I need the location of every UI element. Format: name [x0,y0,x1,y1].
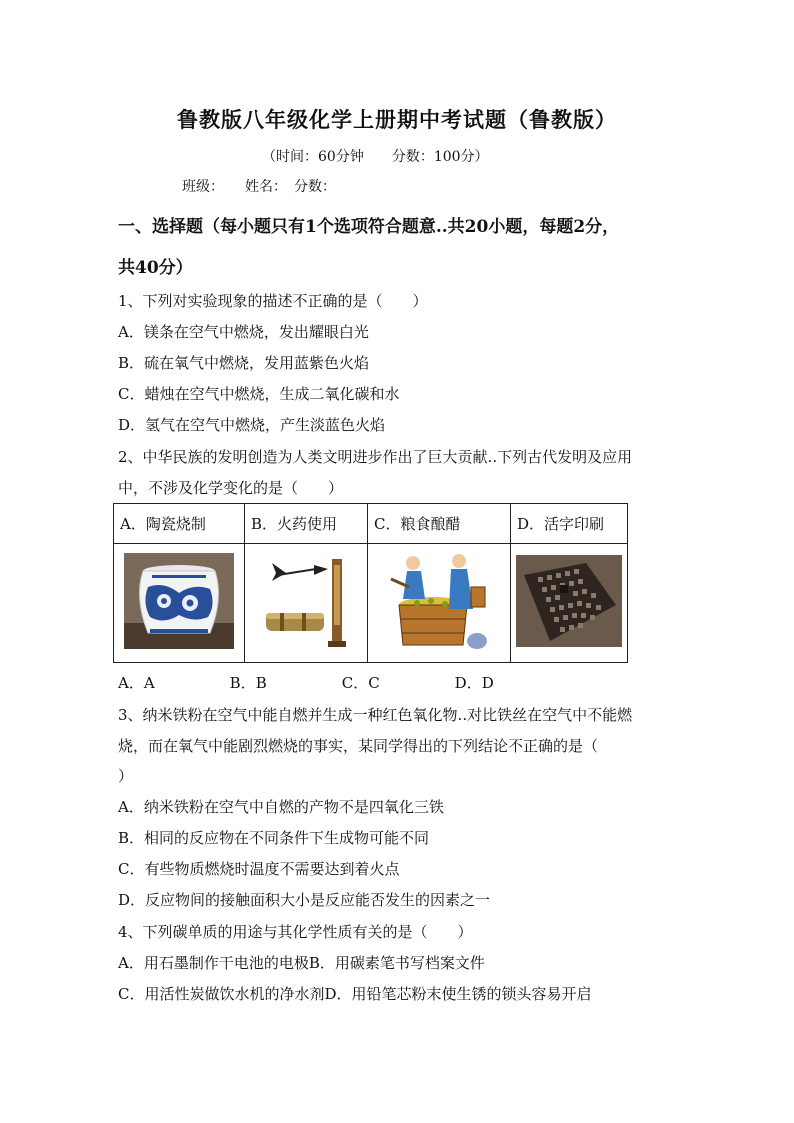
section-heading-line2: 共40分） [118,258,193,278]
q1-option-b: B．硫在氧气中燃烧，发用蓝紫色火焰 [118,354,370,372]
q2-image-cell-b [245,544,368,663]
q3-stem-line3: ） [118,767,134,785]
q1-option-a: A．镁条在空气中燃烧，发出耀眼白光 [118,323,369,341]
q2-image-cell-c [368,544,511,663]
q3-stem-line2: 烧，而在氧气中能剧烈燃烧的事实，某同学得出的下列结论不正确的是（ [118,737,599,755]
gunpowder-rocket-image [258,551,354,651]
q3-option-d: D．反应物间的接触面积大小是反应能否发生的因素之一 [118,891,491,909]
q2-answer-options: A．A B．B C．C D．D [118,674,494,692]
q3-stem-line1: 3、纳米铁粉在空气中能自燃并生成一种红色氧化物..对比铁丝在空气中不能燃 [118,706,633,724]
q1-option-d: D．氢气在空气中燃烧，产生淡蓝色火焰 [118,416,386,434]
q2-header-b: B．火药使用 [245,504,368,544]
movable-type-image [516,555,622,647]
q1-stem: 1、下列对实验现象的描述不正确的是（ ） [118,292,428,310]
vinegar-brewing-image [387,549,491,653]
q3-option-c: C．有些物质燃烧时温度不需要达到着火点 [118,860,400,878]
q4-options-ab: A．用石墨制作干电池的电极B．用碳素笔书写档案文件 [118,954,485,972]
q3-option-a: A．纳米铁粉在空气中自燃的产物不是四氧化三铁 [118,798,444,816]
q2-image-cell-a [114,544,245,663]
student-info-line: 班级： 姓名： 分数： [182,179,336,195]
q2-stem-line2: 中，不涉及化学变化的是（ ） [118,479,344,497]
q1-option-c: C．蜡烛在空气中燃烧，生成二氧化碳和水 [118,385,400,403]
q2-image-cell-d [511,544,628,663]
page-title: 鲁教版八年级化学上册期中考试题（鲁教版） [177,107,617,132]
q2-header-d: D．活字印刷 [511,504,628,544]
q2-options-table [113,503,628,663]
q3-option-b: B．相同的反应物在不同条件下生成物可能不同 [118,829,430,847]
section-heading-line1: 一、选择题（每小题只有1个选项符合题意..共20小题，每题2分， [118,217,620,237]
exam-time-score: （时间：60分钟 分数：100分） [262,149,489,165]
q2-header-c: C．粮食酿醋 [368,504,511,544]
q4-stem: 4、下列碳单质的用途与其化学性质有关的是（ ） [118,923,473,941]
porcelain-jar-image [124,553,234,649]
q2-stem-line1: 2、中华民族的发明创造为人类文明进步作出了巨大贡献..下列古代发明及应用 [118,448,633,466]
q2-header-a: A．陶瓷烧制 [114,504,245,544]
q4-options-cd: C．用活性炭做饮水机的净水剂D．用铅笔芯粉末使生锈的锁头容易开启 [118,985,592,1003]
